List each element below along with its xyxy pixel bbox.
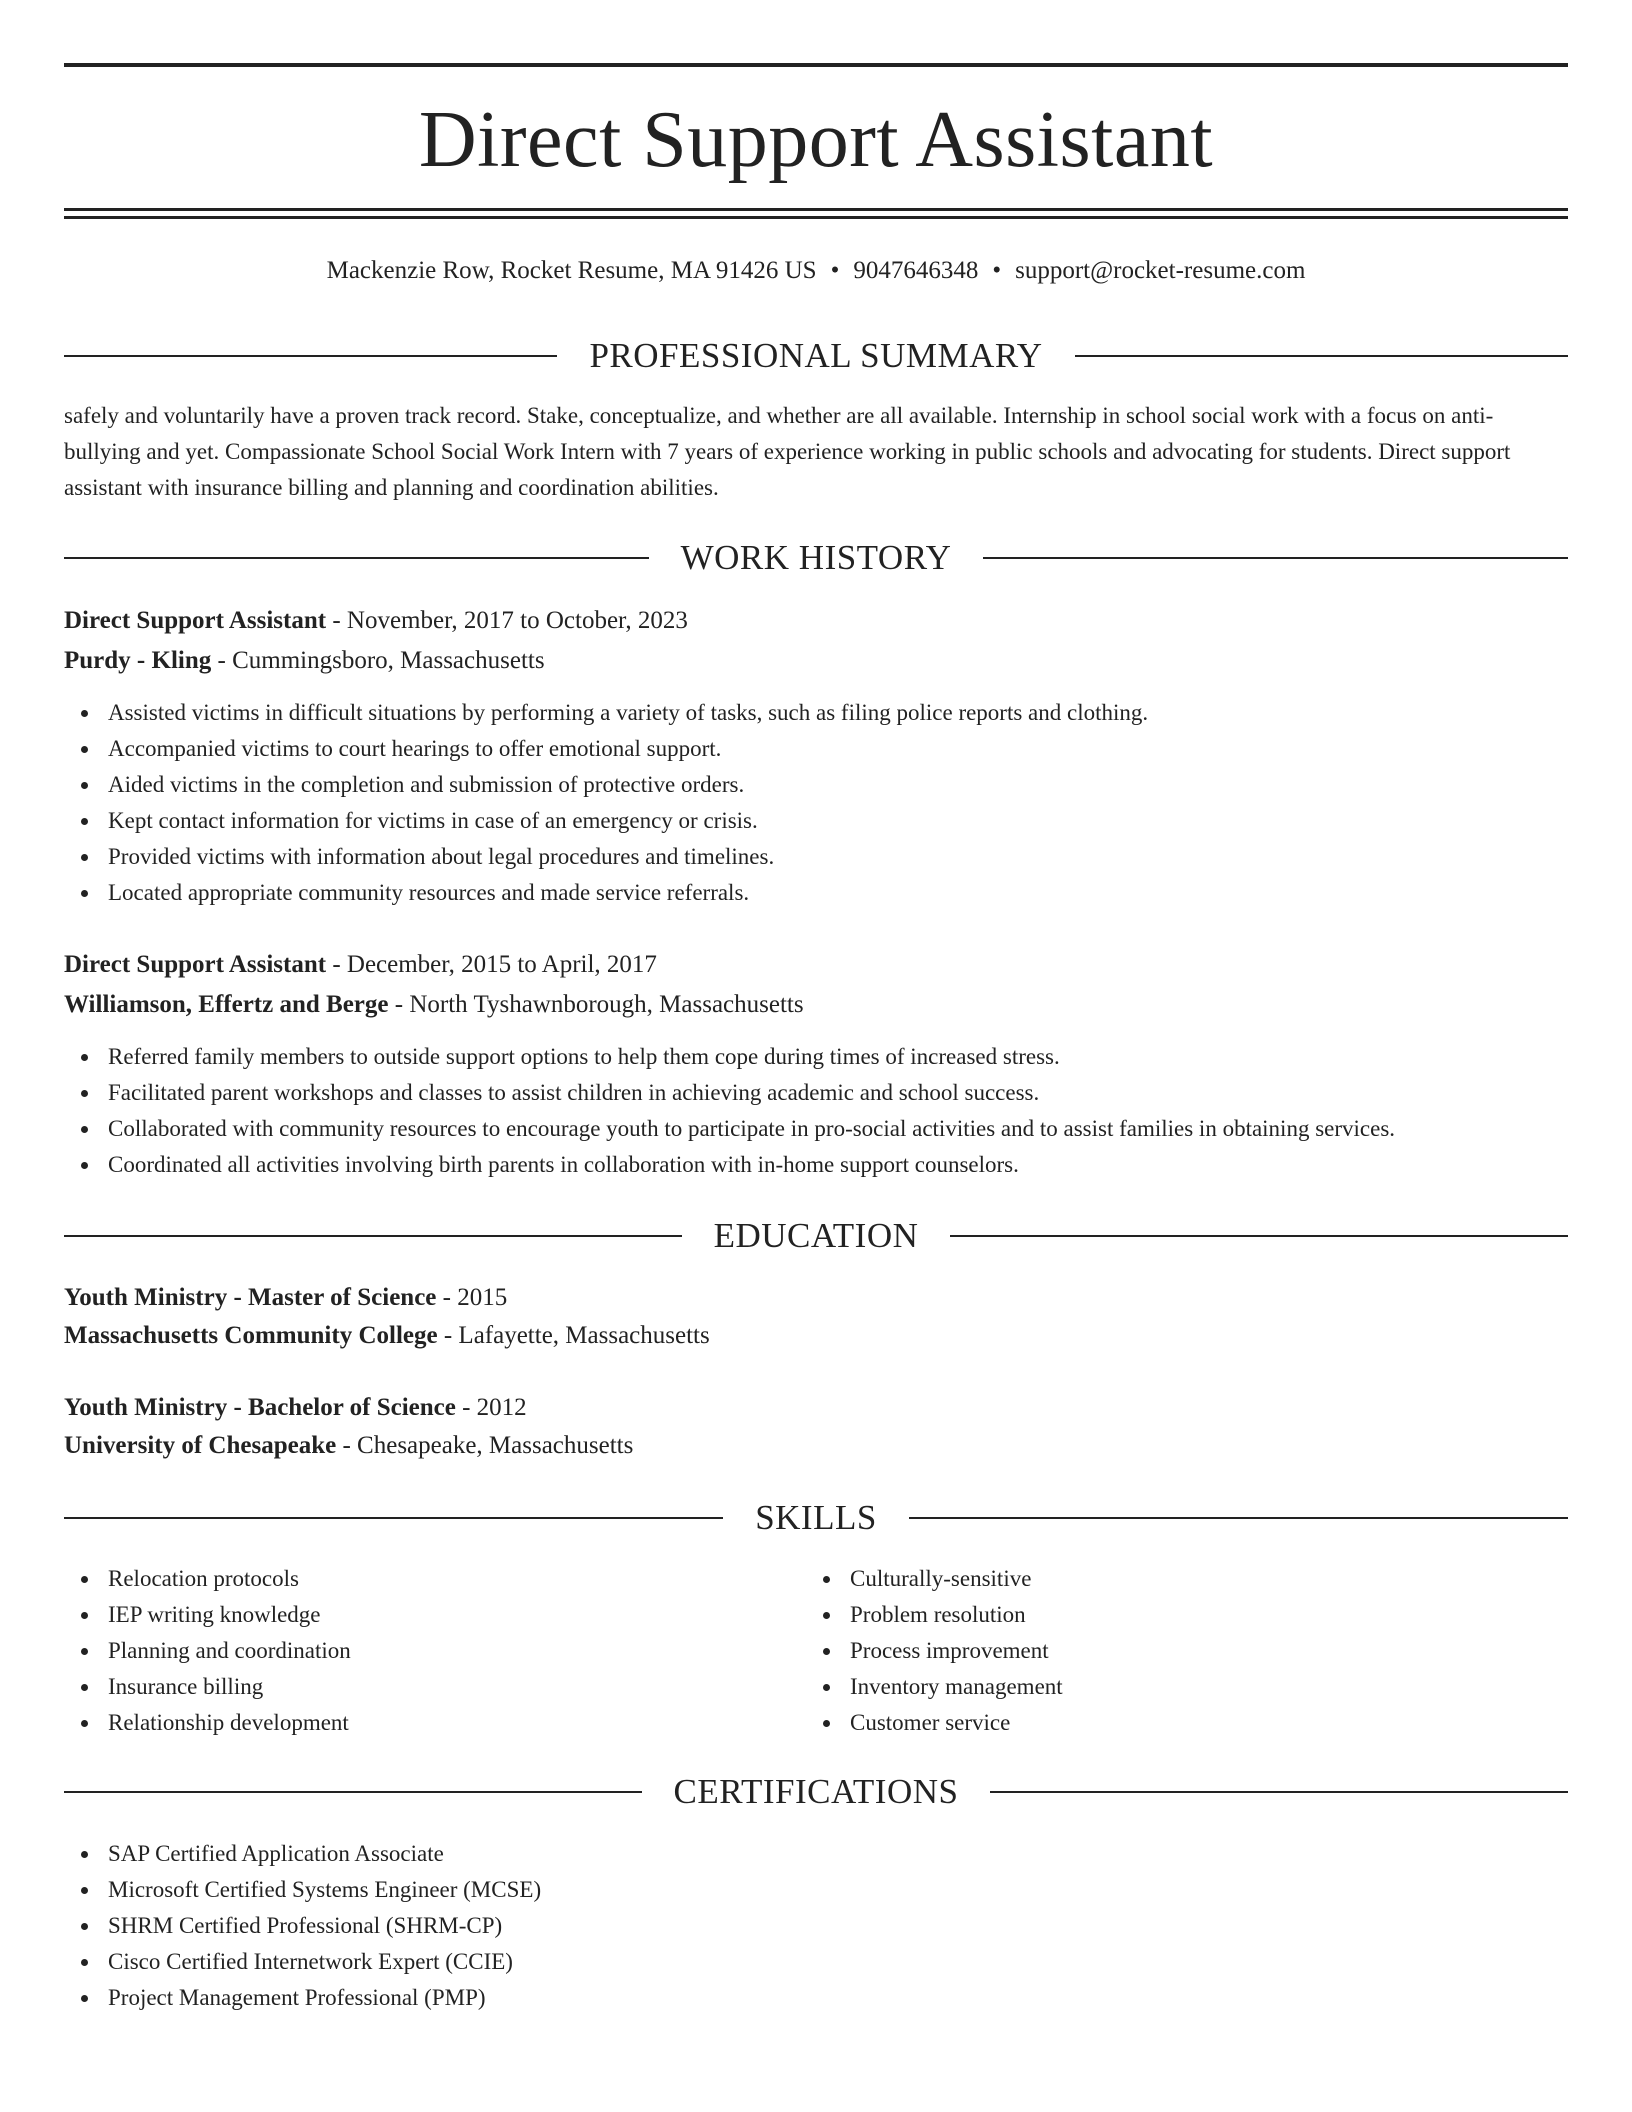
contact-line [64, 254, 1568, 288]
heading-rule [64, 1517, 723, 1519]
section-heading-education [64, 1214, 1568, 1258]
education-school-line [64, 1428, 1568, 1464]
heading-rule [64, 1235, 682, 1237]
job-company: Williamson, Effertz and Berge [64, 991, 389, 1018]
section-title: SKILLS [755, 1498, 877, 1537]
section-title: PROFESSIONAL SUMMARY [589, 336, 1043, 375]
header-double-rule-upper [64, 208, 1568, 211]
job-role: Direct Support Assistant [64, 607, 327, 634]
job-dates: - December, 2015 to April, 2017 [326, 951, 657, 978]
section-heading-skills [64, 1496, 1568, 1540]
certification-item: Microsoft Certified Systems Engineer (MCSE) [64, 1872, 541, 1908]
heading-rule [64, 355, 557, 357]
heading-rule [983, 557, 1568, 559]
job-title-line [64, 947, 1568, 983]
skill-item: Customer service [806, 1705, 1063, 1741]
list-item: Coordinated all activities involving birth parents in collaboration with in-home support counselors. [64, 1147, 1395, 1183]
skill-item: Planning and coordination [64, 1633, 351, 1669]
certification-item: Cisco Certified Internetwork Expert (CCIE) [64, 1944, 541, 1980]
list-item: Aided victims in the completion and submission of protective orders. [64, 767, 1148, 803]
education-year: - 2015 [436, 1284, 508, 1311]
job-location: - Cummingsboro, Massachusetts [211, 647, 545, 674]
skill-item: Insurance billing [64, 1669, 351, 1705]
skill-item: Inventory management [806, 1669, 1063, 1705]
education-degree-line [64, 1390, 1568, 1426]
heading-rule [64, 1791, 642, 1793]
list-item: Collaborated with community resources to encourage youth to participate in pro-social activities and to assist families in obtaining services. [64, 1111, 1395, 1147]
education-degree: Youth Ministry - Master of Science [64, 1284, 437, 1311]
heading-rule [1075, 355, 1568, 357]
list-item: Accompanied victims to court hearings to offer emotional support. [64, 731, 1148, 767]
list-item: Provided victims with information about legal procedures and timelines. [64, 839, 1148, 875]
job-company: Purdy - Kling [64, 647, 212, 674]
skill-item: Problem resolution [806, 1597, 1063, 1633]
section-heading-summary [64, 334, 1568, 378]
education-location: - Chesapeake, Massachusetts [336, 1432, 634, 1459]
heading-rule [990, 1791, 1568, 1793]
certification-item: SHRM Certified Professional (SHRM-CP) [64, 1908, 541, 1944]
resume-name: Direct Support Assistant [418, 96, 1214, 184]
job-location: - North Tyshawnborough, Massachusetts [388, 991, 804, 1018]
skill-item: Process improvement [806, 1633, 1063, 1669]
job-company-line [64, 643, 1568, 679]
job-bullet-list [64, 1039, 1395, 1183]
skills-list-right [806, 1561, 1063, 1741]
section-heading-certifications [64, 1770, 1568, 1814]
education-degree-line [64, 1280, 1568, 1316]
certifications-list [64, 1836, 541, 2016]
education-year: - 2012 [455, 1394, 527, 1421]
contact-phone: 9047646348 [853, 257, 979, 284]
list-item: Kept contact information for victims in case of an emergency or crisis. [64, 803, 1148, 839]
certification-item: SAP Certified Application Associate [64, 1836, 541, 1872]
skill-item: IEP writing knowledge [64, 1597, 351, 1633]
header-top-rule [64, 63, 1568, 67]
job-dates: - November, 2017 to October, 2023 [326, 607, 688, 634]
education-degree: Youth Ministry - Bachelor of Science [64, 1394, 456, 1421]
section-title: CERTIFICATIONS [673, 1772, 959, 1811]
job-title-line [64, 603, 1568, 639]
job-company-line [64, 987, 1568, 1023]
section-heading-work-history [64, 536, 1568, 580]
education-school-line [64, 1318, 1568, 1354]
list-item: Located appropriate community resources and made service referrals. [64, 875, 1148, 911]
skill-item: Relationship development [64, 1705, 351, 1741]
heading-rule [64, 557, 649, 559]
section-title: EDUCATION [713, 1216, 919, 1255]
education-school: Massachusetts Community College [64, 1322, 438, 1349]
list-item: Facilitated parent workshops and classes to assist children in achieving academic and school success. [64, 1075, 1395, 1111]
skill-item: Culturally-sensitive [806, 1561, 1063, 1597]
job-bullet-list [64, 695, 1148, 911]
list-item: Referred family members to outside support options to help them cope during times of increased stress. [64, 1039, 1395, 1075]
certification-item: Project Management Professional (PMP) [64, 1980, 541, 2016]
education-school: University of Chesapeake [64, 1432, 337, 1459]
skill-item: Relocation protocols [64, 1561, 351, 1597]
contact-separator: • [992, 257, 1002, 284]
summary-text: safely and voluntarily have a proven track record. Stake, conceptualize, and whether are all available. Internship in school social work with a focus on anti-bullying and yet. Compassionate School Social Work Intern with 7 years of experience working in public schools and advocating for students. Direct support assistant with insurance billing and planning and coordination abilities. [64, 403, 1511, 500]
contact-address: Mackenzie Row, Rocket Resume, MA 91426 US [326, 257, 817, 284]
skills-list-left [64, 1561, 351, 1741]
contact-email[interactable]: support@rocket-resume.com [1015, 257, 1306, 284]
header-double-rule-lower [64, 216, 1568, 219]
contact-separator: • [830, 257, 840, 284]
list-item: Assisted victims in difficult situations by performing a variety of tasks, such as filing police reports and clothing. [64, 695, 1148, 731]
heading-rule [909, 1517, 1568, 1519]
heading-rule [950, 1235, 1568, 1237]
section-title: WORK HISTORY [680, 538, 952, 577]
job-role: Direct Support Assistant [64, 951, 327, 978]
education-location: - Lafayette, Massachusetts [437, 1322, 710, 1349]
